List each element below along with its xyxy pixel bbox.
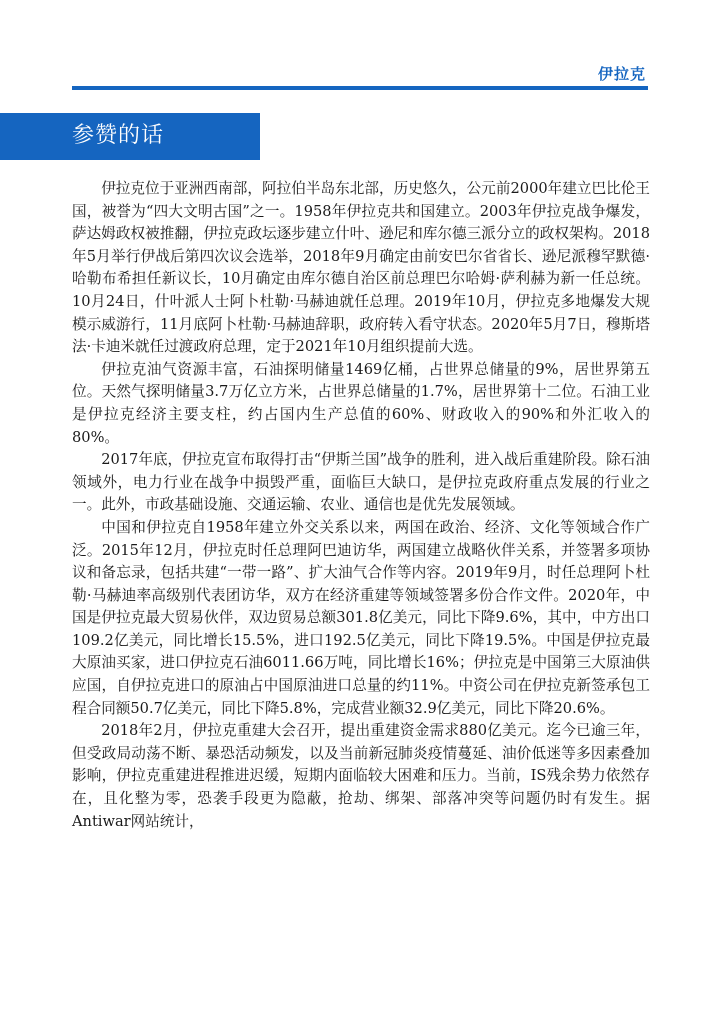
- section-title: 参赞的话: [72, 123, 165, 148]
- paragraph-oil-resources: 伊拉克油气资源丰富，石油探明储量1469亿桶，占世界总储量的9%，居世界第五位。天然气探明储量3.7万亿立方米，占世界总储量的1.7%，居世界第十二位。石油工业是伊拉克经济主要支柱，约占国内生产总值的60%、财政收入的90%和外汇收入的80%。: [72, 360, 650, 446]
- section-banner: [0, 113, 260, 160]
- running-header-country: 伊拉克: [597, 65, 646, 83]
- paragraph-history: 伊拉克位于亚洲西南部，阿拉伯半岛东北部，历史悠久，公元前2000年建立巴比伦王国，被誉为“四大文明古国”之一。1958年伊拉克共和国建立。2003年伊拉克战争爆发，萨达姆政权被推翻，伊拉克政坛逐步建立什叶、逊尼和库尔德三派分立的政权架构。2018年5月举行伊战后第四次议会选举，2018年9月确定由前安巴尔省省长、逊尼派穆罕默德·哈勒布希担任新议长，10月确定由库尔德自治区前总理巴尔哈姆·萨利赫为新一任总统。10月24日，什叶派人士阿卜杜勒·马赫迪就任总理。2019年10月，伊拉克多地爆发大规模示威游行，11月底阿卜杜勒·马赫迪辞职，政府转入看守状态。2020年5月7日，穆斯塔法·卡迪米就任过渡政府总理，定于2021年10月组织提前大选。: [72, 180, 650, 356]
- paragraph-reconstruction-conference: 2018年2月，伊拉克重建大会召开，提出重建资金需求880亿美元。迄今已逾三年，但受政局动荡不断、暴恐活动频发，以及当前新冠肺炎疫情蔓延、油价低迷等多因素叠加影响，伊拉克重建进程推进迟缓，短期内面临较大困难和压力。当前，IS残余势力依然存在，且化整为零，恐袭手段更为隐蔽，抢劫、绑架、部落冲突等问题仍时有发生。据Antiwar网站统计，: [72, 722, 650, 830]
- header-rule: [72, 86, 648, 90]
- body-text: [72, 178, 650, 833]
- paragraph-china-relations: 中国和伊拉克自1958年建立外交关系以来，两国在政治、经济、文化等领域合作广泛。2015年12月，伊拉克时任总理阿巴迪访华，两国建立战略伙伴关系，并签署多项协议和备忘录，包括共建“一带一路”、扩大油气合作等内容。2019年9月，时任总理阿卜杜勒·马赫迪率高级别代表团访华，双方在经济重建等领域签署多份合作文件。2020年，中国是伊拉克最大贸易伙伴，双边贸易总额301.8亿美元，同比下降9.6%，其中，中方出口109.2亿美元，同比增长15.5%，进口192.5亿美元，同比下降19.5%。中国是伊拉克最大原油买家，进口伊拉克石油6011.66万吨，同比增长16%；伊拉克是中国第三大原油供应国，自伊拉克进口的原油占中国原油进口总量的约11%。中资公司在伊拉克新签承包工程合同额50.7亿美元，同比下降5.8%，完成营业额32.9亿美元，同比下降20.6%。: [72, 518, 650, 717]
- paragraph-reconstruction: 2017年底，伊拉克宣布取得打击“伊斯兰国”战争的胜利，进入战后重建阶段。除石油领域外，电力行业在战争中损毁严重，面临巨大缺口，是伊拉克政府重点发展的行业之一。此外，市政基础设施、交通运输、农业、通信也是优先发展领域。: [72, 451, 650, 514]
